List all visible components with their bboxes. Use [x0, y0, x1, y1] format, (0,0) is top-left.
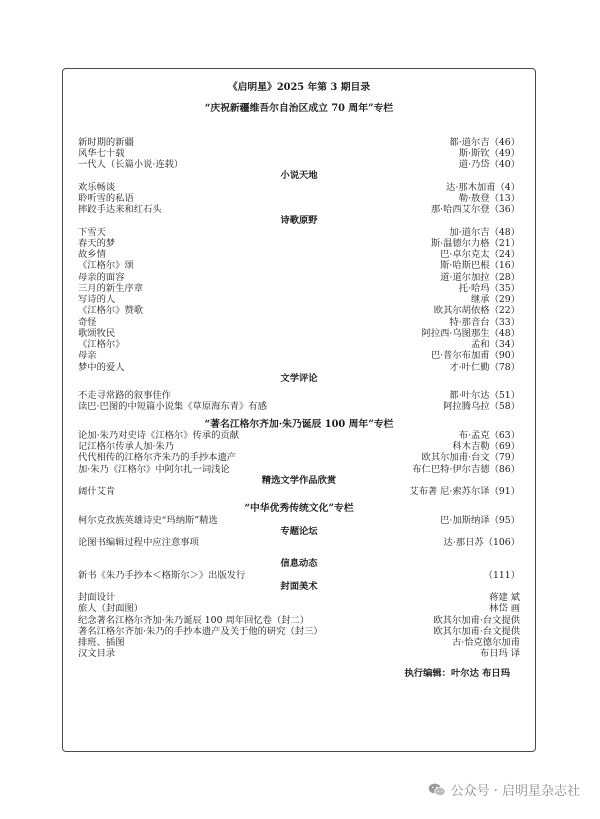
entry-title: 新时期的新疆 — [78, 136, 134, 148]
entry-author-page: 布日玛 译 — [479, 648, 520, 660]
entry-author-page: 都·道尔吉（46） — [449, 136, 520, 148]
entry-title: 记江格尔传承人加·朱乃 — [78, 441, 174, 452]
toc-entry — [78, 486, 520, 497]
entry-title: 阔什艾肯 — [78, 486, 116, 497]
entry-title: 奇怪 — [78, 316, 97, 328]
entry-title: 三月的新生序章 — [78, 282, 144, 294]
entry-title: 摔跤手达来和红石头 — [78, 204, 162, 215]
toc-entry — [78, 339, 520, 350]
toc-entry — [78, 452, 520, 463]
entry-title: 故乡情 — [78, 249, 106, 260]
entry-author-page: （111） — [483, 569, 520, 581]
entry-author-page: 科木吉勒（69） — [452, 441, 520, 452]
toc-entry — [78, 272, 520, 283]
entry-author-page: 勒·敖登（13） — [458, 192, 520, 204]
entry-author-page: 巴·加斯纳译（95） — [440, 514, 520, 526]
entry-title: 旅人（封面图） — [78, 603, 144, 615]
watermark — [428, 780, 580, 799]
entry-author-page: 古·恰克德尔加甫 — [451, 637, 520, 648]
toc-entry — [78, 362, 520, 373]
section-heading: 小说天地 — [280, 170, 318, 182]
entry-author-page: 欧其尔加甫·台文（79） — [421, 452, 520, 464]
entry-title: 写诗的人 — [78, 294, 116, 305]
entry-title: 论加·朱乃对史诗《江格尔》传承的贡献 — [78, 429, 240, 441]
entry-author-page: 继承（29） — [470, 294, 520, 305]
entry-title: 加·朱乃《江格尔》中阿尔扎一词浅论 — [78, 463, 230, 475]
entry-title: 《江格尔》 — [78, 339, 125, 350]
watermark-text: 公众号 · 启明星杂志社 — [450, 784, 580, 799]
special-column-heading: “中华优秀传统文化”专栏 — [244, 503, 354, 515]
entry-author-page: 加·道尔吉（48） — [449, 226, 520, 238]
toc-entry — [78, 328, 520, 339]
entry-title: 柯尔克孜族英雄诗史“玛纳斯”精选 — [78, 514, 218, 526]
toc-entry — [78, 238, 520, 249]
entry-author-page: 蒋建 斌 — [489, 592, 520, 603]
entry-title: 梦中的爱人 — [78, 361, 125, 373]
toc-entry — [78, 137, 520, 148]
entry-author-page: 欧其尔加甫·台文提供 — [433, 614, 520, 626]
entry-title: 论图书编辑过程中应注意事项 — [78, 537, 199, 548]
spacer — [78, 115, 520, 137]
entry-title: 风华七十载 — [78, 147, 125, 159]
entry-title: 欢乐畅谈 — [78, 181, 116, 193]
entry-title: 不走寻常路的叙事佳作 — [78, 390, 171, 401]
toc-entry — [78, 430, 520, 441]
entry-author-page: 那·哈西艾尔登（36） — [430, 204, 520, 215]
entry-title: 歌颂牧民 — [78, 327, 116, 339]
toc-entry — [78, 515, 520, 526]
special-column-heading: “著名江格尔齐加·朱乃诞辰 100 周年”专栏 — [204, 418, 394, 430]
toc-entry — [78, 159, 520, 170]
entry-author-page: 巴·卓尔克太（24） — [440, 249, 520, 260]
toc-entry — [78, 615, 520, 626]
entry-title: 《江格尔》颂 — [78, 260, 134, 272]
entry-author-page: 斯·哈斯巴根（16） — [440, 260, 520, 272]
section-heading: 精选文学作品欣赏 — [261, 474, 337, 486]
toc-content — [78, 82, 520, 679]
wechat-icon — [428, 782, 446, 798]
entry-author-page: 巴·普尔布加甫（90） — [430, 350, 520, 362]
entry-title: 封面设计 — [78, 592, 116, 603]
entry-author-page: 布·孟克（63） — [458, 429, 520, 441]
toc-entry — [78, 294, 520, 305]
entry-author-page: 道·乃岱（40） — [458, 159, 520, 170]
executive-editor: 执行编辑：叶尔达 布日玛 — [404, 667, 510, 679]
toc-entry — [78, 537, 520, 548]
entry-author-page: 达·那日苏（106） — [443, 537, 520, 548]
special-column-heading: “庆祝新疆维吾尔自治区成立 70 周年”专栏 — [204, 103, 394, 115]
entry-title: 下雪天 — [78, 226, 106, 238]
entry-author-page: 孟和（34） — [470, 339, 520, 350]
entry-title: 《江格尔》赞歌 — [78, 305, 144, 317]
toc-entry — [78, 637, 520, 648]
entry-title: 读巴·巴图的中短篇小说集《草原海东青》有感 — [78, 401, 267, 413]
entry-title: 纪念著名江格尔齐加·朱乃诞辰 100 周年回忆卷（封二） — [78, 614, 310, 626]
entry-author-page: 斯·温德尔力格（21） — [430, 237, 520, 249]
toc-entry — [78, 227, 520, 238]
toc-entry — [78, 204, 520, 215]
toc-entry — [78, 570, 520, 581]
entry-author-page: 阿拉西·乌图那生（48） — [421, 327, 520, 339]
entry-title: 新书《朱乃手抄本＜格斯尔＞》出版发行 — [78, 569, 246, 581]
toc-entry — [78, 626, 520, 637]
toc-entry — [78, 249, 520, 260]
toc-entry — [78, 193, 520, 204]
entry-author-page: 斯·斯钦（49） — [458, 147, 520, 159]
entry-author-page: 布仁巴特·伊尔吉德（86） — [412, 463, 520, 475]
entry-author-page: 达·那木加甫（4） — [446, 181, 520, 193]
section-heading: 诗歌原野 — [280, 215, 318, 227]
entry-author-page: 林岱 画 — [489, 603, 520, 615]
toc-entry — [78, 464, 520, 475]
toc-entry — [78, 592, 520, 603]
entry-author-page: 阿拉腾乌拉（58） — [443, 401, 520, 413]
entry-title: 聆听雪的私语 — [78, 192, 134, 204]
toc-body — [78, 103, 520, 659]
section-heading: 封面美术 — [280, 580, 318, 592]
toc-entry — [78, 148, 520, 159]
spacer — [78, 548, 520, 558]
entry-author-page: 托·哈玛（35） — [458, 282, 520, 294]
toc-entry — [78, 350, 520, 361]
entry-title: 春天的梦 — [78, 237, 116, 249]
entry-title: 排班、插图 — [78, 637, 125, 648]
section-heading: 专题论坛 — [280, 525, 318, 537]
toc-entry — [78, 305, 520, 316]
entry-title: 一代人（长篇小说·连载） — [78, 159, 184, 170]
toc-entry — [78, 260, 520, 271]
toc-entry — [78, 317, 520, 328]
entry-author-page: 欧其尔胡依格（22） — [433, 305, 520, 317]
entry-title: 著名江格尔齐加·朱乃的手抄本遗产及关于他的研究（封三） — [78, 625, 323, 637]
toc-entry — [78, 441, 520, 452]
toc-entry — [78, 648, 520, 659]
toc-entry — [78, 603, 520, 614]
entry-title: 母亲的面容 — [78, 271, 125, 283]
entry-author-page: 特·那音台（33） — [449, 316, 520, 328]
entry-title: 母亲 — [78, 350, 97, 362]
section-heading: 文学评论 — [280, 372, 318, 384]
entry-author-page: 才·叶仁勤（78） — [449, 361, 520, 373]
entry-author-page: 道·道尔加拉（28） — [440, 271, 520, 283]
entry-author-page: 艾布著 尼·索苏尔译（91） — [409, 486, 520, 497]
toc-entry — [78, 390, 520, 401]
toc-entry — [78, 182, 520, 193]
section-heading: 信息动态 — [280, 558, 318, 570]
toc-entry — [78, 283, 520, 294]
entry-title: 代代相传的江格尔齐朱乃的手抄本遗产 — [78, 452, 237, 464]
entry-title: 汉文目录 — [78, 648, 116, 660]
toc-entry — [78, 401, 520, 412]
entry-author-page: 都·叶尔达（51） — [449, 390, 520, 401]
entry-author-page: 欧其尔加甫·台文提供 — [433, 625, 520, 637]
toc-title: 《启明星》2025 年第 3 期目录 — [227, 82, 371, 93]
